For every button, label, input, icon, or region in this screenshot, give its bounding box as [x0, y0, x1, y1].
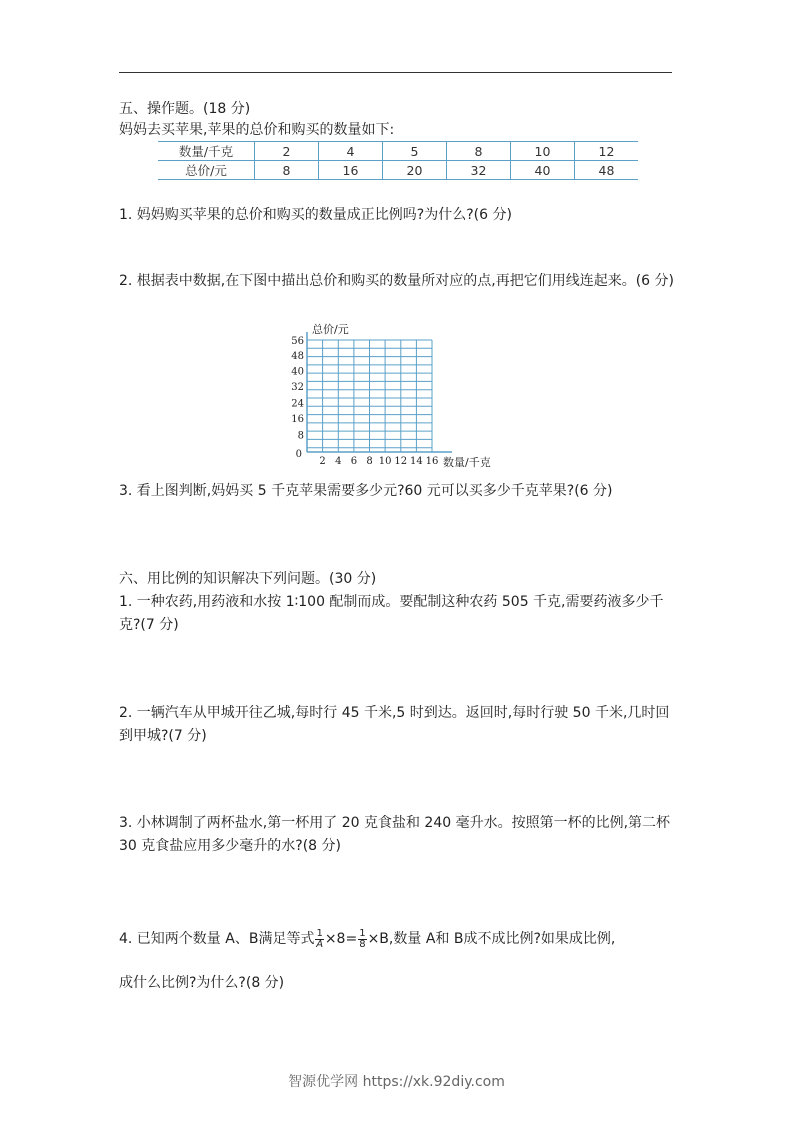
fraction-numerator: 1	[359, 927, 366, 939]
x-tick: 6	[350, 456, 358, 467]
fraction-denominator: A	[316, 938, 324, 950]
y-tick-labels	[291, 336, 304, 441]
y-tick: 16	[291, 414, 304, 425]
x-tick: 10	[378, 456, 392, 467]
table-cell: 4	[319, 142, 383, 161]
table-cell: 2	[255, 142, 319, 161]
grid-lines	[307, 340, 432, 452]
table-cell: 5	[383, 142, 447, 161]
y-tick: 8	[297, 430, 304, 442]
table-row	[158, 161, 638, 180]
y-tick: 48	[291, 351, 304, 362]
table-header: 数量/千克	[158, 142, 255, 161]
table-cell: 16	[319, 161, 383, 180]
price-table	[158, 141, 638, 180]
top-rule	[119, 72, 672, 73]
y-tick: 32	[291, 382, 304, 393]
fraction-1-over-8	[358, 929, 366, 950]
question-6-4	[119, 928, 679, 951]
section5-title: 五、操作题。(18 分)	[119, 101, 251, 117]
fraction-numerator: 1	[316, 927, 323, 939]
x-tick: 16	[425, 456, 439, 467]
question-6-4-continued: 成什么比例?为什么?(8 分)	[119, 975, 285, 991]
x-tick: 4	[335, 456, 342, 467]
footer-watermark: 智源优学网 https://xk.92diy.com	[288, 1074, 505, 1090]
question-5-2: 2. 根据表中数据,在下图中描出总价和购买的数量所对应的点,再把它们用线连起来。(6 分)	[119, 273, 674, 289]
fraction-denominator: 8	[359, 938, 366, 950]
y-tick: 56	[291, 336, 304, 347]
table-cell: 40	[511, 161, 575, 180]
q4-text-mid: ×8=	[324, 931, 358, 947]
table-cell: 20	[383, 161, 447, 180]
section6-title: 六、用比例的知识解决下列问题。(30 分)	[119, 571, 377, 587]
origin-label: 0	[295, 449, 302, 460]
x-axis-label: 数量/千克	[443, 456, 491, 469]
table-header: 总价/元	[185, 163, 227, 178]
table-row	[158, 142, 638, 161]
y-tick: 24	[291, 398, 304, 410]
section5-intro: 妈妈去买苹果,苹果的总价和购买的数量如下:	[119, 122, 395, 138]
table-cell: 48	[575, 161, 639, 180]
x-tick: 8	[366, 456, 373, 467]
blank-grid-chart	[280, 318, 510, 473]
x-tick: 12	[394, 456, 408, 467]
x-tick: 2	[319, 456, 326, 467]
question-5-1: 1. 妈妈购买苹果的总价和购买的数量成正比例吗?为什么?(6 分)	[119, 207, 512, 223]
question-6-3: 3. 小林调制了两杯盐水,第一杯用了 20 克食盐和 240 毫升水。按照第一杯的比例,第二杯 30 克食盐应用多少毫升的水?(8 分)	[119, 815, 671, 854]
table-cell: 12	[575, 142, 639, 161]
fraction-1-over-a	[315, 929, 323, 950]
table-cell: 10	[511, 142, 575, 161]
q4-text-b: ×B,数量 A和 B成不成比例?如果成比例,	[367, 931, 616, 947]
y-tick: 40	[291, 366, 304, 378]
q4-text-a: 4. 已知两个数量 A、B满足等式	[119, 931, 315, 947]
grid-svg	[280, 318, 510, 473]
table-cell: 8	[255, 161, 319, 180]
x-tick: 14	[410, 456, 423, 467]
table-cell: 8	[447, 142, 511, 161]
table-cell: 32	[447, 161, 511, 180]
question-6-1: 1. 一种农药,用药液和水按 1∶100 配制而成。要配制这种农药 505 千克,需要药液多少千克?(7 分)	[119, 594, 664, 633]
question-6-2: 2. 一辆汽车从甲城开往乙城,每时行 45 千米,5 时到达。返回时,每时行驶 50 千米,几时回到甲城?(7 分)	[119, 705, 670, 744]
y-axis-label: 总价/元	[312, 323, 349, 336]
x-tick-labels	[319, 456, 438, 467]
question-5-3: 3. 看上图判断,妈妈买 5 千克苹果需要多少元?60 元可以买多少千克苹果?(6 分)	[119, 483, 613, 499]
